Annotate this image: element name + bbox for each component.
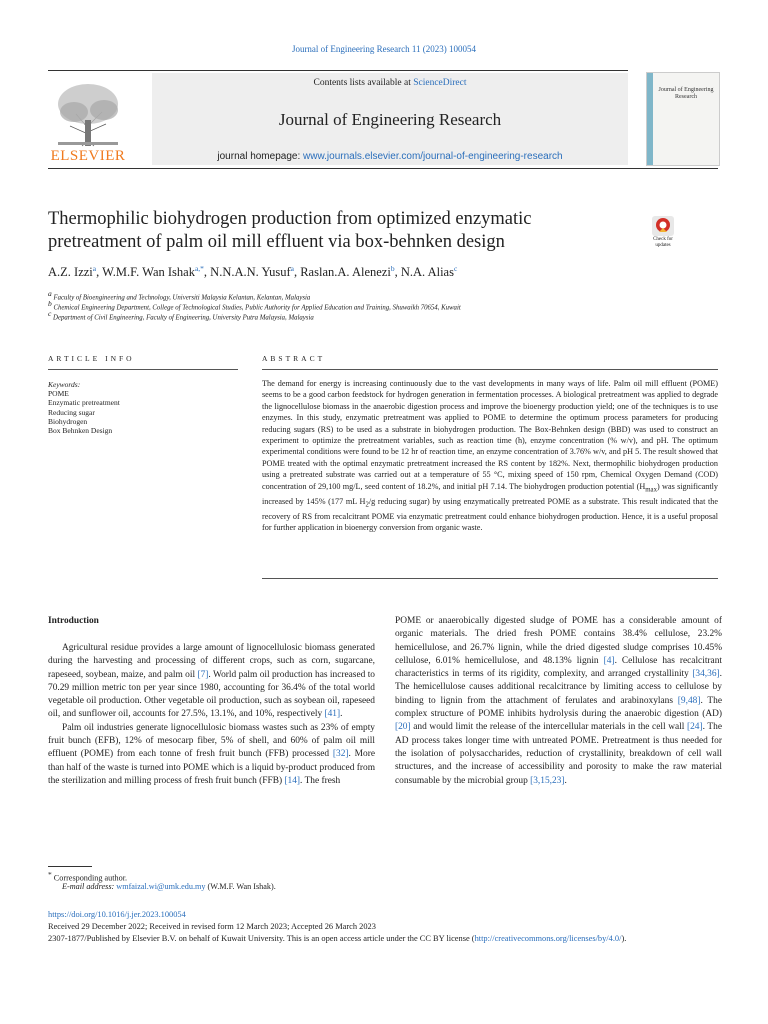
keyword: Enzymatic pretreatment xyxy=(48,398,120,408)
article-info-heading: ARTICLE INFO xyxy=(48,354,135,363)
citation-link[interactable]: [14] xyxy=(284,775,301,786)
paragraph: POME or anaerobically digested sludge of POME has a considerable amount of organic materials. The dried fresh POME contains 38.4% cellulose, 23.2% hemicellulose, and 26.7% lignin, while the dried digested sludge comprises 10.45% cellulose, 6.01% hemicellulose, and 48.13% lignin [4]. Cellulose has recalcitrant characteristics in terms of its rigidity, complexity, and arranged crystallinity [34,36]. The hemicellulose causes additional recalcitrance by limiting access to cellulose by binding to lignin from the attachment of ferulates and arabinoxylans [9,48]. The complex structure of POME inhibits hydrolysis during the anaerobic digestion (AD) [20] and would limit the release of the intercellular materials in the cell wall [24]. The AD process takes longer time with untreated POME. Pretreatment is thus needed for the isolation of polysaccharides, reduction of crystallinity, breakdown of cell wall structures, and the increase of accessibility and porosity to make the raw material consumable by the microbial group [3,15,23]. xyxy=(395,616,723,786)
author[interactable]: W.M.F. Wan Ishak$^{a,*}$, xyxy=(102,264,211,280)
keyword: Reducing sugar xyxy=(48,407,95,417)
keyword: Box Behnken Design xyxy=(48,426,113,436)
right-column-text xyxy=(395,615,722,788)
author[interactable]: N.A. Alias$^c$ xyxy=(400,264,458,280)
citation-link[interactable]: [32] xyxy=(332,749,349,760)
affiliation: $^b$ Chemical Engineering Department, College of Technological Studies, Public Authority for Applied Education and Training, Shuwaikh 70654, Kuwait xyxy=(48,299,461,312)
citation-link[interactable]: [34,36] xyxy=(692,669,720,680)
article-title: Thermophilic biohydrogen production from optimized enzymatic pretreatment of palm oil mill effluent via box-behnken design xyxy=(48,209,532,252)
introduction-heading: Introduction xyxy=(48,616,99,626)
cover-color-band xyxy=(647,73,653,165)
abstract-text: The demand for energy is increasing continuously due to the vast developments in many ways of life. Palm oil mill effluent (POME) seems to be a good carbon feedstock for hydrogen generation in fermentation processes. A biological pretreatment was applied to degrade the lignocellulose biomass in the anaerobic digestion process and improve the bioenergy production yield; one of the techniques is to use enzymes. In this study, enzymatic pretreatment was applied to POME to determine the optimum process parameters for producing reducing sugars (RS) to be used as a substrate in biohydrogen production. The Box-Behnken design (BBD) was used to construct an experiment to optimize the pretreatment variables, such as reaction time (h), enzyme concentration (% w/v), and pH. The optimum experimental conditions were found to be 12 hr of reaction time, an enzyme concentration of 3.76% w/v, and pH 5. The result showed that POME treated with the optimal enzymatic pretreatment increased the RS content by 182%. Next, thermophilic biohydrogen production using a pretreated substrate was carried out at a temperature of 55 °C, mixing speed of 150 rpm, Chemical Oxygen Demand (COD) concentration of 29,100 mg/L, seed content of 18.2%, and initial pH 7.14. The biohydrogen production potential $(H_{max})$ was significantly increased by 145% (177 mL $H_2/g$ reducing sugar) by using enzymatically pretreated POME as a substrate. This result indicated that the recovery of RS from recalcitrant POME via enzymatic pretreatment could enhance biohydrogen production. Hence, it is a useful proposal for further application in bioenergy conversion from organic waste. xyxy=(262,379,718,533)
citation-link[interactable]: [24] xyxy=(687,722,703,733)
affiliation: $^c$ Department of Civil Engineering, Faculty of Engineering, University Putra Malaysia, Malaysia xyxy=(48,309,314,322)
email-note: E-mail address: wmfaizal.wi@umk.edu.my (W.M.F. Wan Ishak). xyxy=(62,882,276,891)
contents-available: Contents lists available at ScienceDirect xyxy=(313,78,467,88)
footnote-rule xyxy=(48,866,92,867)
corresponding-author-note: * Corresponding author. xyxy=(48,870,128,883)
article-info-rule xyxy=(48,369,238,370)
abstract-heading: ABSTRACT xyxy=(262,354,326,363)
publisher-logo-text: ELSEVIER xyxy=(50,148,126,164)
keywords-label: Keywords: xyxy=(48,380,81,389)
citation-link[interactable]: [20] xyxy=(395,722,411,733)
citation-link[interactable]: [7] xyxy=(197,669,209,680)
affiliation: $^a$ Faculty of Bioengineering and Technology, Universiti Malaysia Kelantan, Kelantan, Malaysia xyxy=(48,289,311,302)
received-dates: Received 29 December 2022; Received in revised form 12 March 2023; Accepted 26 March 2023 xyxy=(48,922,376,931)
paragraph: Agricultural residue provides a large amount of lignocellulosic biomass generated during the harvesting and processing of different crops, such as corn, sugarcane, rapeseed, soybean, maize, and palm oil [7]. World palm oil production has increased to 70.29 million metric ton per year since 1980, accounting for 36.4% of the total world vegetable oil production. Other vegetable oil production, such as soybean oil, rapeseed oil, and sunflower oil, accounts for 27.5%, 13.1%, and 10%, respectively [41]. xyxy=(48,643,375,720)
header-bottom-rule xyxy=(48,168,718,169)
homepage-link[interactable]: www.journals.elsevier.com/journal-of-engineering-research xyxy=(303,151,563,162)
license-link[interactable]: http://creativecommons.org/licenses/by/4.0/ xyxy=(474,934,622,943)
email-link[interactable]: wmfaizal.wi@umk.edu.my xyxy=(116,882,206,891)
cover-title: Journal of Engineering Research xyxy=(658,87,714,100)
check-for-updates-label: Check for updates xyxy=(653,237,673,248)
license-statement: 2307-1877/Published by Elsevier B.V. on behalf of Kuwait University. This is an open access article under the CC BY license (http://creativecommons.org/licenses/by/4.0/). xyxy=(48,934,627,943)
author[interactable]: N.N.A.N. Yusuf$^a$, xyxy=(210,264,301,280)
left-column-text xyxy=(48,642,375,788)
keyword: POME xyxy=(48,389,69,399)
keywords-block xyxy=(48,380,238,435)
citation-link[interactable]: [4] xyxy=(603,655,615,666)
citation-link[interactable]: [9,48] xyxy=(677,695,701,706)
journal-title: Journal of Engineering Research xyxy=(278,110,502,129)
paragraph: Palm oil industries generate lignocellulosic biomass wastes such as 23% of empty fruit bunch (EFB), 12% of mesocarp fiber, 5% of shell, and 60% of palm oil mill effluent (POME) from each tonne of fresh fruit bunch (FFB) processed [32]. More than half of the waste is turned into POME which is a liquid by-product produced from the sterilization and milling process of fresh fruit bunch (FFB) [14]. The fresh xyxy=(48,722,375,786)
running-header[interactable]: Journal of Engineering Research 11 (2023) 100054 xyxy=(291,44,477,54)
keyword: Biohydrogen xyxy=(48,416,88,426)
author[interactable]: Raslan.A. Alenezi$^b$, xyxy=(300,264,401,280)
doi-link[interactable]: https://doi.org/10.1016/j.jer.2023.100054 xyxy=(48,910,186,919)
author-list xyxy=(48,264,718,280)
header-top-rule xyxy=(48,70,628,71)
author[interactable]: A.Z. Izzi$^a$, xyxy=(48,264,103,280)
citation-link[interactable]: [41] xyxy=(324,709,341,720)
journal-homepage: journal homepage: www.journals.elsevier.com/journal-of-engineering-research xyxy=(217,151,563,162)
abstract-bottom-rule xyxy=(262,578,718,579)
abstract-rule xyxy=(262,369,718,370)
citation-link[interactable]: [3,15,23] xyxy=(530,775,565,786)
journal-cover-thumbnail[interactable] xyxy=(646,72,720,166)
journal-banner xyxy=(152,73,628,165)
sciencedirect-link[interactable]: ScienceDirect xyxy=(413,78,467,88)
